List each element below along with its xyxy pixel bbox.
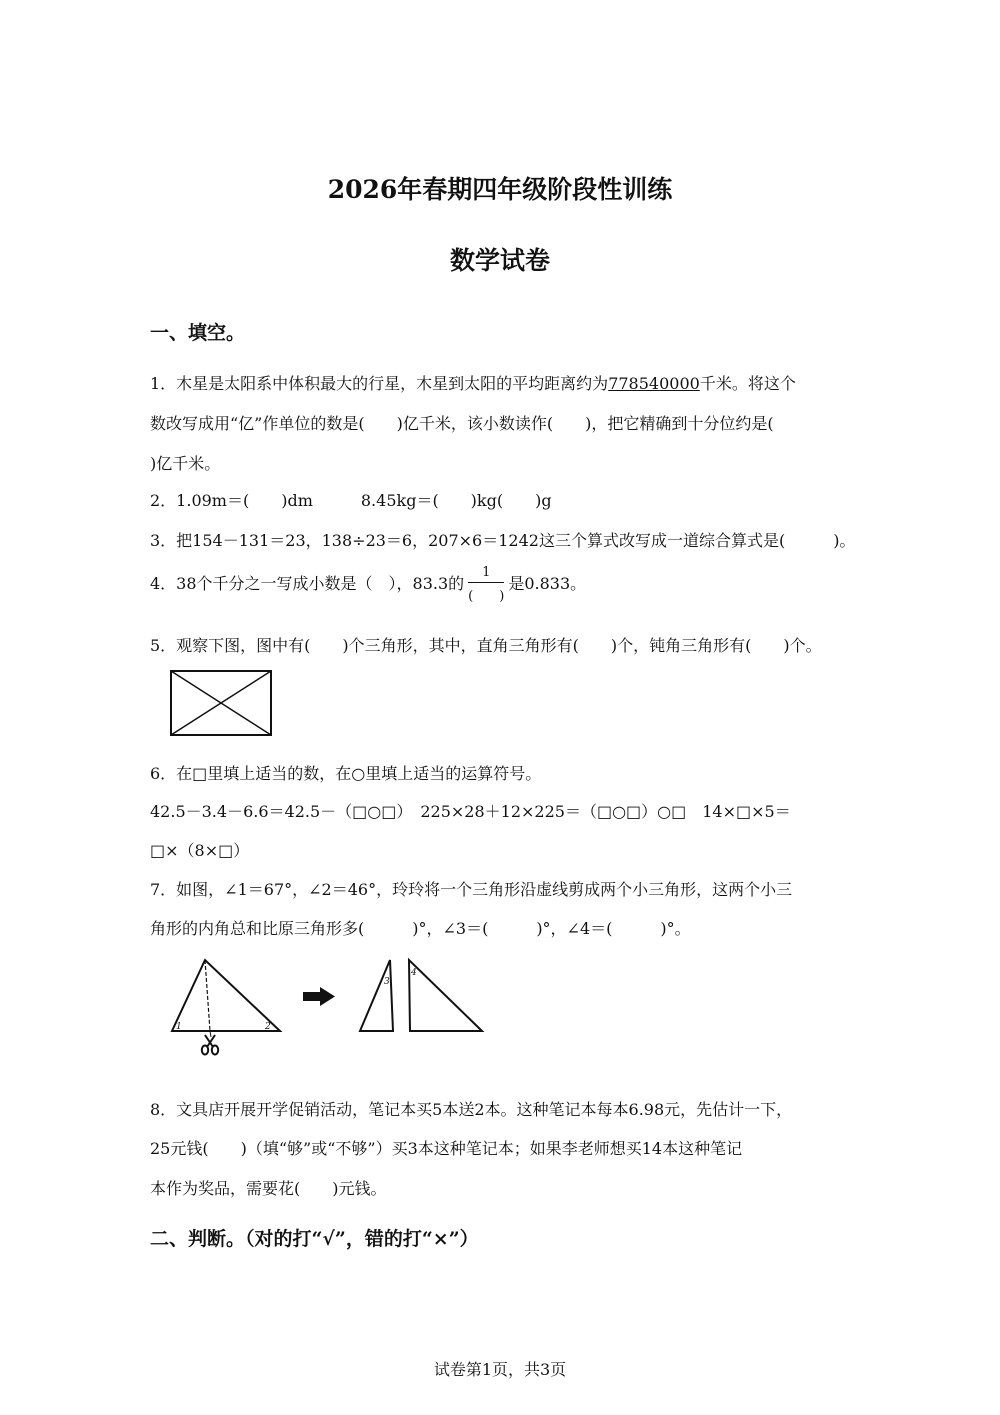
scissors-icon	[202, 1035, 218, 1055]
fraction-denominator: ( )	[468, 589, 505, 604]
question-8-line-1: 8．文具店开展开学促销活动，笔记本买5本送2本。这种笔记本每本6.98元，先估计一下，	[150, 1100, 793, 1119]
question-1-line-3: )亿千米。	[150, 454, 221, 473]
question-1-text-b: 千米。将这个	[699, 374, 796, 393]
angle-label-4: 4	[411, 968, 417, 978]
question-1-line-1	[150, 371, 796, 394]
question-4	[150, 565, 586, 604]
section-heading-fill-in: 一、填空。	[150, 322, 246, 344]
question-7-line-1: 7．如图，∠1＝67°，∠2＝46°，玲玲将一个三角形沿虚线剪成两个小三角形，这两个小三	[150, 880, 793, 899]
question-8-line-3: 本作为奖品，需要花( )元钱。	[150, 1179, 387, 1198]
section-heading-true-false: 二、判断。（对的打“√”，错的打“×”）	[150, 1228, 479, 1250]
angle-label-3: 3	[384, 977, 390, 987]
page-title: 2026年春期四年级阶段性训练	[327, 175, 673, 204]
question-8-line-2: 25元钱( )（填“够”或“不够”）买3本这种笔记本；如果李老师想买14本这种笔记	[150, 1139, 743, 1158]
rectangle-diagonals-figure	[170, 670, 272, 736]
question-3: 3．把154－131＝23，138÷23＝6，207×6＝1242这三个算式改写成一道综合算式是( )。	[150, 531, 856, 550]
arrow-right-icon	[303, 987, 335, 1006]
question-6-line-1: 6．在□里填上适当的数，在○里填上适当的运算符号。	[150, 764, 542, 783]
right-small-triangle	[409, 960, 482, 1031]
page-subtitle: 数学试卷	[449, 246, 550, 275]
question-1-distance: 778540000	[608, 374, 700, 393]
question-1-text-a: 1．木星是太阳系中体积最大的行星，木星到太阳的平均距离约为	[150, 374, 609, 393]
angle-label-1: 1	[176, 1022, 182, 1032]
question-4-text-b: 是0.833。	[508, 574, 587, 593]
question-6-line-3: □×（8×□）	[150, 841, 250, 860]
original-triangle	[172, 960, 280, 1031]
page-footer: 试卷第1页，共3页	[433, 1360, 567, 1379]
angle-label-2: 2	[265, 1022, 271, 1032]
left-small-triangle	[360, 960, 393, 1031]
fraction-numerator: 1	[468, 565, 504, 583]
question-5: 5．观察下图，图中有( )个三角形，其中，直角三角形有( )个，钝角三角形有( )个。	[150, 636, 822, 655]
question-6-line-2: 42.5－3.4－6.6＝42.5－（□○□） 225×28＋12×225＝（□○□）○□ 14×□×5＝	[150, 802, 791, 821]
question-1-line-2: 数改写成用“亿”作单位的数是( )亿千米，该小数读作( )，把它精确到十分位约是(	[150, 414, 774, 433]
question-4-fraction	[468, 565, 504, 604]
question-2: 2．1.09m＝( )dm 8.45kg＝( )kg( )g	[150, 491, 552, 510]
question-4-text-a: 4．38个千分之一写成小数是（ ），83.3的	[150, 574, 465, 593]
question-7-line-2: 角形的内角总和比原三角形多( )°，∠3＝( )°，∠4＝( )°。	[150, 919, 691, 938]
triangle-cut-figure	[165, 955, 495, 1065]
cut-line	[205, 960, 210, 1031]
